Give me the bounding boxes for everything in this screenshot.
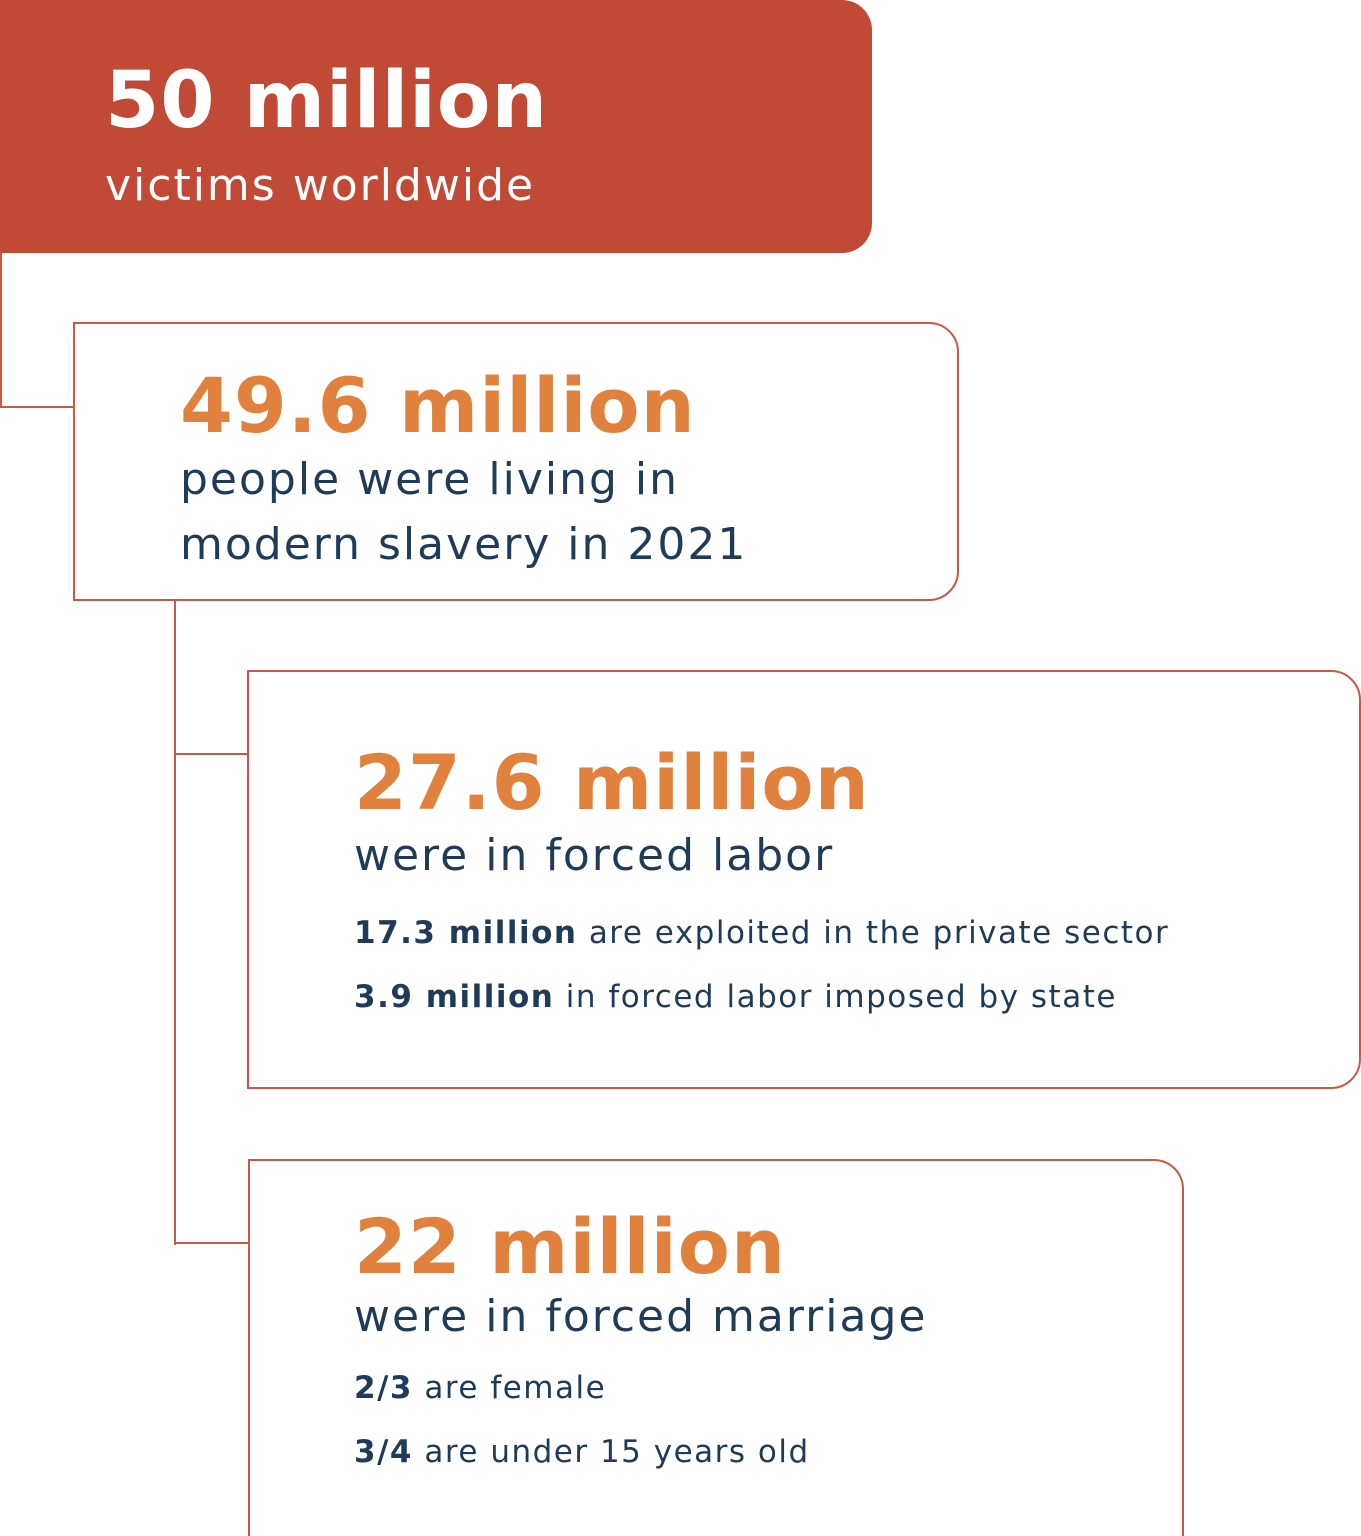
modern-slavery-label-line1: people were living in [180, 454, 679, 505]
forced-labor-detail-1-value: 17.3 million [354, 915, 578, 951]
modern-slavery-value: 49.6 million [180, 361, 696, 450]
modern-slavery-label-line2: modern slavery in 2021 [180, 519, 748, 570]
forced-marriage-detail-2-text: are under 15 years old [424, 1434, 810, 1470]
modern-slavery-box [73, 322, 959, 601]
forced-labor-detail-2 [354, 979, 1117, 1015]
forced-marriage-value: 22 million [354, 1202, 786, 1291]
connector-vertical-1 [0, 253, 2, 408]
forced-labor-detail-2-text: in forced labor imposed by state [565, 979, 1117, 1015]
forced-marriage-box [248, 1159, 1184, 1536]
forced-marriage-detail-1-value: 2/3 [354, 1370, 413, 1406]
connector-vertical-2 [174, 601, 176, 1245]
forced-labor-detail-1 [354, 915, 1170, 951]
forced-marriage-label: were in forced marriage [354, 1291, 928, 1342]
forced-labor-box [247, 670, 1361, 1089]
forced-labor-detail-1-text: are exploited in the private sector [588, 915, 1170, 951]
total-value: 50 million [105, 56, 549, 146]
connector-horizontal-3 [174, 1242, 249, 1244]
forced-labor-detail-2-value: 3.9 million [354, 979, 555, 1015]
forced-marriage-detail-2 [354, 1434, 810, 1470]
forced-labor-value: 27.6 million [354, 738, 870, 827]
forced-labor-label: were in forced labor [354, 830, 835, 881]
forced-marriage-detail-1 [354, 1370, 607, 1406]
connector-horizontal-2 [174, 753, 248, 755]
forced-marriage-detail-2-value: 3/4 [354, 1434, 413, 1470]
total-label: victims worldwide [105, 160, 536, 211]
forced-marriage-detail-1-text: are female [424, 1370, 607, 1406]
connector-horizontal-1 [0, 406, 74, 408]
total-victims-box [0, 0, 872, 253]
